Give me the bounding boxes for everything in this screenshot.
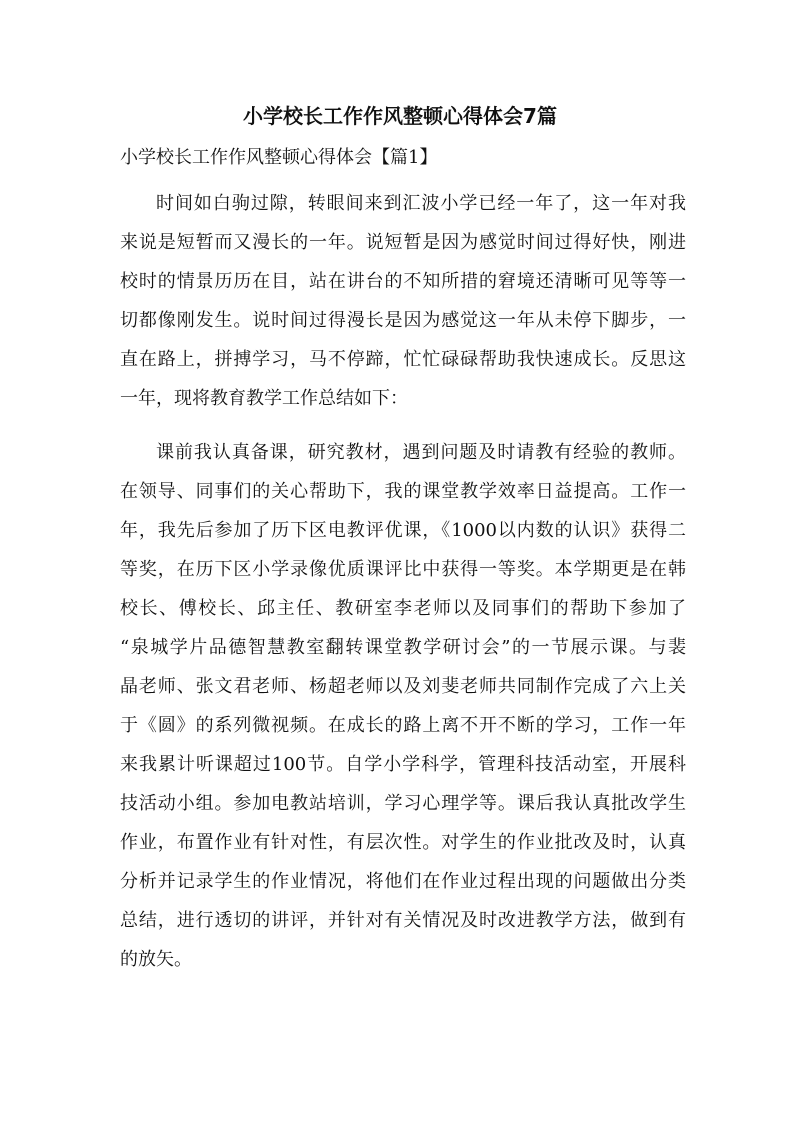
paragraph-2-line: 分析并记录学生的作业情况，将他们在作业过程出现的问题做出分类 xyxy=(120,871,686,892)
paragraph-2-line: 总结，进行透切的讲评，并针对有关情况及时改进教学方法，做到有 xyxy=(120,910,686,931)
paragraph-2-line: 于《圆》的系列微视频。在成长的路上离不开不断的学习，工作一年 xyxy=(120,715,686,736)
paragraph-1-line: 校时的情景历历在目，站在讲台的不知所措的窘境还清晰可见等等一 xyxy=(120,271,686,292)
paragraph-2-line: 技活动小组。参加电教站培训，学习心理学等。课后我认真批改学生 xyxy=(120,793,686,814)
paragraph-2-line: 的放矢。 xyxy=(120,949,192,970)
section-heading: 小学校长工作作风整顿心得体会【篇1】 xyxy=(120,147,438,168)
paragraph-2-line: 课前我认真备课，研究教材，遇到问题及时请教有经验的教师。 xyxy=(156,442,686,463)
paragraph-2-line: 校长、傅校长、邱主任、教研室李老师以及同事们的帮助下参加了 xyxy=(120,598,686,619)
paragraph-2-line: 来我累计听课超过100节。自学小学科学，管理科技活动室，开展科 xyxy=(120,754,686,775)
paragraph-2-line: 在领导、同事们的关心帮助下，我的课堂教学效率日益提高。工作一 xyxy=(120,481,686,502)
paragraph-2-line: 作业，布置作业有针对性，有层次性。对学生的作业批改及时，认真 xyxy=(120,832,686,853)
paragraph-1-line: 一年，现将教育教学工作总结如下： xyxy=(120,388,408,409)
paragraph-1-line: 来说是短暂而又漫长的一年。说短暂是因为感觉时间过得好快，刚进 xyxy=(120,232,686,253)
document-title: 小学校长工作作风整顿心得体会7篇 xyxy=(243,104,557,128)
paragraph-1-line: 切都像刚发生。说时间过得漫长是因为感觉这一年从未停下脚步，一 xyxy=(120,310,686,331)
paragraph-1-line: 直在路上，拼搏学习，马不停蹄，忙忙碌碌帮助我快速成长。反思这 xyxy=(120,349,686,370)
paragraph-2-line: 年，我先后参加了历下区电教评优课，《1000以内数的认识》获得二 xyxy=(120,520,686,541)
paragraph-2-line: “泉城学片品德智慧教室翻转课堂教学研讨会”的一节展示课。与裴 xyxy=(120,637,686,658)
paragraph-2-line: 等奖，在历下区小学录像优质课评比中获得一等奖。本学期更是在韩 xyxy=(120,559,686,580)
paragraph-1-line: 时间如白驹过隙，转眼间来到汇波小学已经一年了，这一年对我 xyxy=(156,193,686,214)
paragraph-2-line: 晶老师、张文君老师、杨超老师以及刘斐老师共同制作完成了六上关 xyxy=(120,676,686,697)
